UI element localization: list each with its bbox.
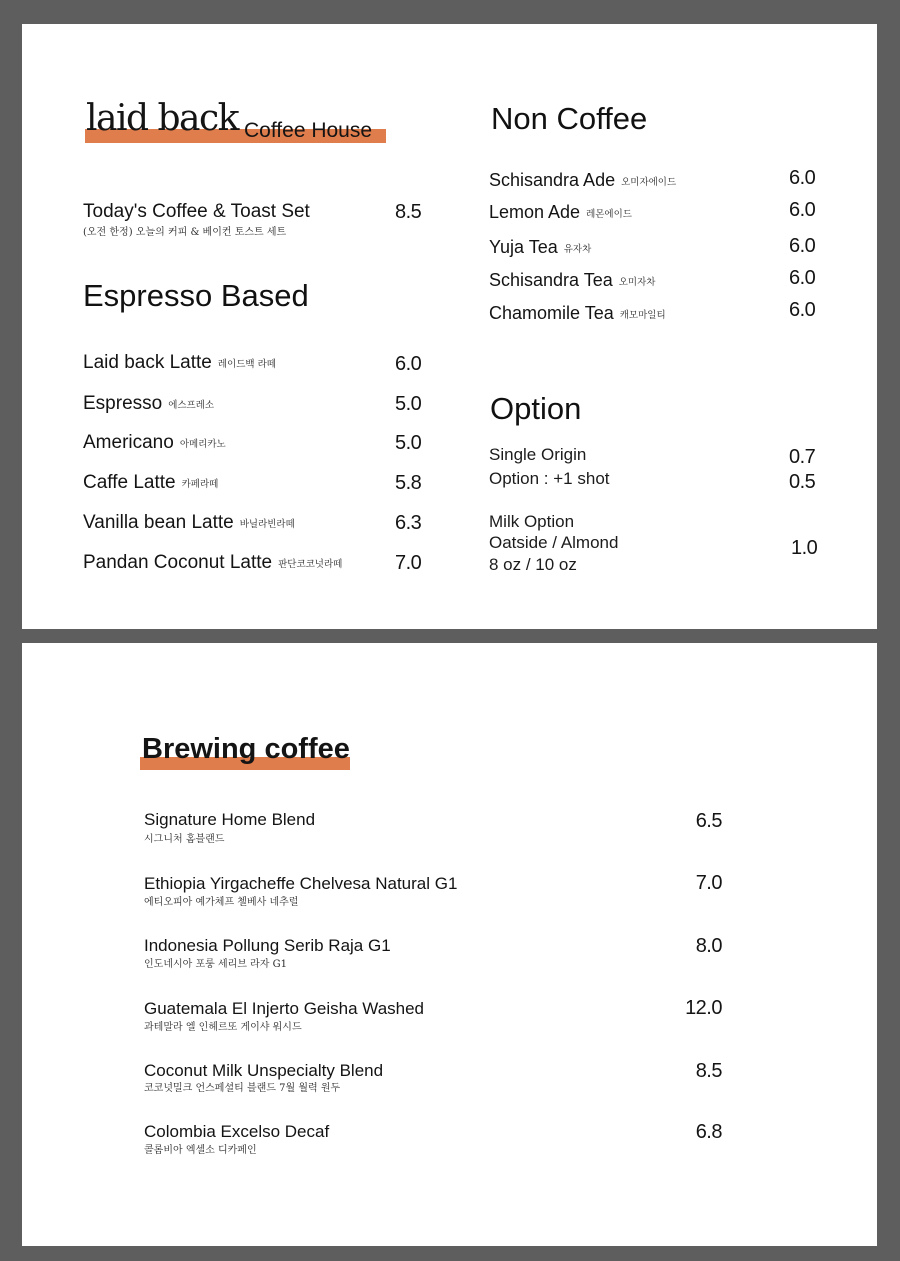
menu-page-1 [22, 24, 877, 629]
logo-subtitle: Coffee House [244, 119, 373, 142]
brew-item-name: Coconut Milk Unspecialty Blend [144, 1061, 384, 1080]
set-price: 8.5 [395, 201, 422, 223]
noncoffee-section-title: Non Coffee [491, 101, 648, 136]
item-korean: 오미자차 [618, 277, 656, 288]
option-single-origin: Single Origin [489, 445, 587, 464]
item-korean: 레몬에이드 [586, 209, 632, 220]
brew-item-name: Ethiopia Yirgacheffe Chelvesa Natural G1 [144, 874, 458, 893]
item-korean: 판단코코넛라떼 [278, 559, 343, 570]
item-price: 6.0 [789, 299, 816, 321]
item-korean: 카페라떼 [181, 479, 219, 490]
item-name: Lemon Ade [489, 202, 581, 222]
item-price: 6.0 [395, 353, 422, 375]
brew-item-korean: 콜롬비아 엑셀소 디카페인 [144, 1145, 257, 1156]
brew-item-name: Colombia Excelso Decaf [144, 1122, 330, 1141]
item-name: Schisandra Ade [489, 170, 616, 190]
item-price: 5.0 [395, 393, 422, 415]
item-name: Espresso [83, 393, 163, 414]
item-korean: 아메리카노 [179, 439, 226, 450]
brew-item-name: Indonesia Pollung Serib Raja G1 [144, 936, 391, 955]
brew-item-price: 12.0 [685, 997, 722, 1019]
brew-item-price: 6.8 [695, 1121, 722, 1143]
item-price: 6.0 [789, 235, 816, 257]
brew-item-price: 8.5 [695, 1060, 722, 1082]
item-name: Americano [83, 432, 174, 453]
item-name: Caffe Latte [83, 472, 176, 493]
option-shot-price: 0.5 [789, 471, 816, 493]
option-single-origin-price: 0.7 [789, 446, 816, 468]
item-name: Chamomile Tea [489, 303, 614, 323]
item-korean: 유자차 [563, 244, 592, 255]
menu-item [489, 304, 666, 322]
item-price: 5.8 [395, 472, 422, 494]
brew-item-price: 7.0 [695, 872, 722, 894]
option-section-title: Option [490, 391, 582, 426]
menu-item [489, 271, 655, 289]
item-name: Pandan Coconut Latte [83, 552, 273, 573]
brew-item-korean: 과테말라 엘 인헤르또 게이샤 워시드 [144, 1022, 302, 1033]
item-name: Yuja Tea [489, 237, 558, 257]
menu-item [489, 171, 676, 189]
option-milk: Milk Option [489, 512, 575, 531]
item-name: Vanilla bean Latte [83, 512, 234, 533]
option-milk-sizes: 8 oz / 10 oz [489, 555, 577, 574]
item-korean: 에스프레소 [168, 400, 215, 411]
set-name: Today's Coffee & Toast Set [83, 201, 310, 222]
brewing-section-title: Brewing coffee [142, 733, 350, 765]
item-price: 7.0 [395, 552, 422, 574]
menu-item [83, 433, 226, 452]
menu-item [83, 394, 214, 413]
item-price: 6.0 [789, 167, 816, 189]
set-korean: (오전 한정) 오늘의 커피 & 베이컨 토스트 세트 [83, 227, 287, 238]
brew-item-name: Signature Home Blend [144, 810, 316, 829]
menu-item [83, 353, 276, 372]
espresso-section-title: Espresso Based [83, 278, 309, 313]
menu-item [489, 238, 591, 256]
item-korean: 캐모마일티 [619, 310, 666, 321]
option-milk-price: 1.0 [791, 537, 818, 559]
menu-item [83, 553, 342, 572]
logo-script: laid back [86, 98, 238, 139]
item-korean: 오미자에이드 [621, 177, 677, 188]
item-price: 5.0 [395, 432, 422, 454]
item-korean: 레이드백 라떼 [217, 359, 276, 370]
menu-item [489, 203, 632, 221]
option-shot: Option : +1 shot [489, 469, 610, 488]
brew-item-korean: 시그니처 홈블랜드 [144, 834, 225, 845]
brew-item-korean: 에티오피아 예가체프 첼베사 네추럴 [144, 897, 299, 908]
item-name: Laid back Latte [83, 352, 212, 373]
menu-page-2 [22, 643, 877, 1246]
brew-item-korean: 코코넛밀크 언스페셜티 블랜드 7월 월력 원두 [144, 1083, 341, 1094]
brew-item-price: 6.5 [695, 810, 722, 832]
item-price: 6.0 [789, 267, 816, 289]
item-price: 6.0 [789, 199, 816, 221]
brew-item-korean: 인도네시아 포룽 세리브 라자 G1 [144, 959, 287, 970]
item-price: 6.3 [395, 512, 422, 534]
brew-item-name: Guatemala El Injerto Geisha Washed [144, 999, 425, 1018]
brew-item-price: 8.0 [695, 935, 722, 957]
menu-item [83, 473, 218, 492]
option-milk-types: Oatside / Almond [489, 533, 619, 552]
item-name: Schisandra Tea [489, 270, 613, 290]
menu-item [83, 513, 295, 532]
item-korean: 바닐라빈라떼 [239, 519, 295, 530]
